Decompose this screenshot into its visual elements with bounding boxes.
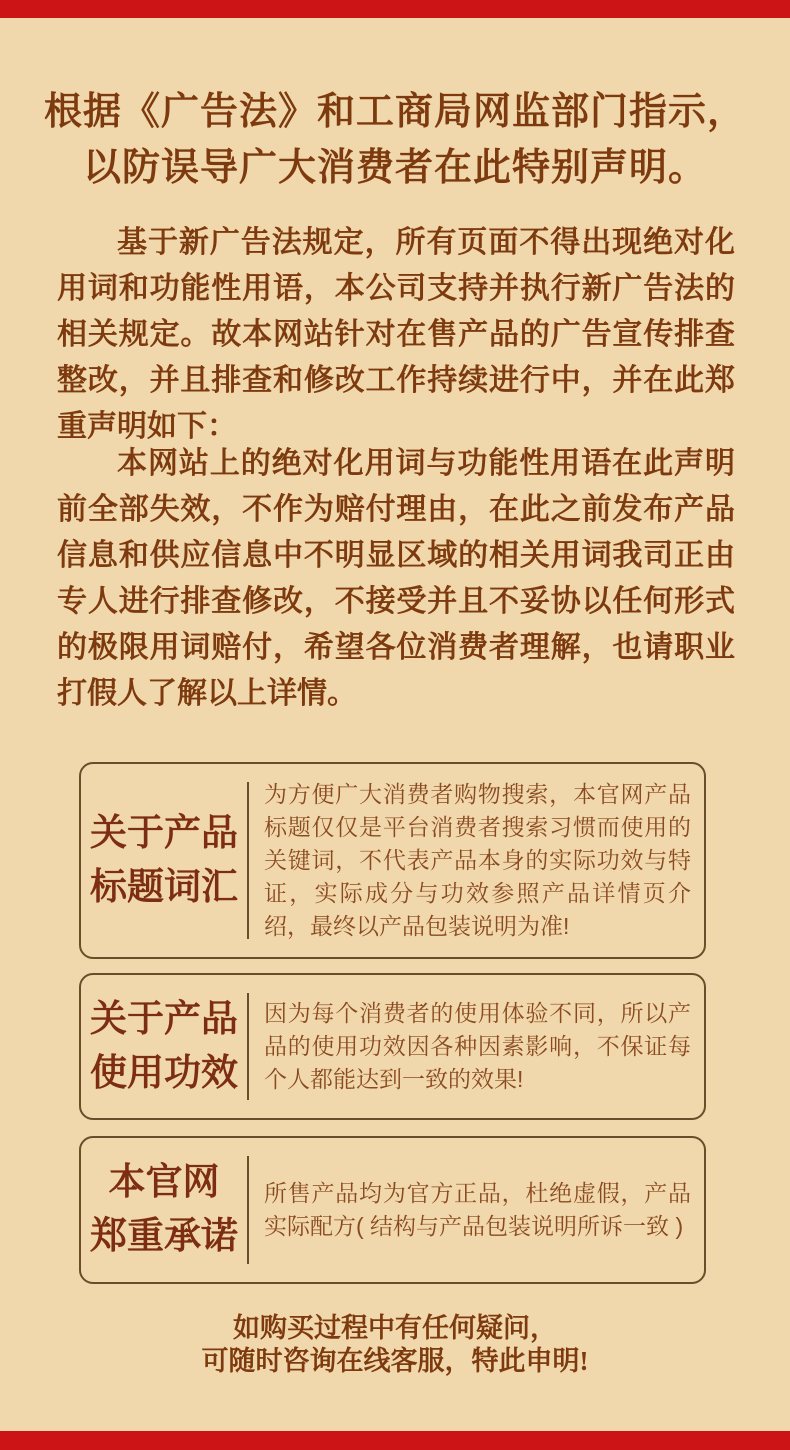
notice-box-official-promise (79, 1136, 706, 1284)
page-title (0, 84, 790, 196)
page-title-line2: 以防误导广大消费者在此特别声明。 (82, 147, 707, 189)
statement-paragraph-invalid-terms: 本网站上的绝对化用词与功能性用语在此声明前全部失效，不作为赔付理由，在此之前发布产品信息和供应信息中不明显区域的相关用词我司正由专人进行排查修改，不接受并且不妥协以任何形式的极限用词赔付，希望各位消费者理解，也请职业打假人了解以上详情。 (57, 447, 735, 710)
bottom-red-band (0, 1431, 790, 1450)
notice-box-body (249, 764, 704, 957)
notice-box-body (249, 1138, 704, 1282)
notice-box-label (81, 975, 247, 1118)
notice-box-label-line2: 标题词汇 (90, 866, 238, 908)
notice-box-product-title (79, 762, 706, 959)
footer-note (0, 1312, 790, 1378)
statement-paragraph-regulation: 基于新广告法规定，所有页面不得出现绝对化用词和功能性用语，本公司支持并执行新广告法的相关规定。故本网站针对在售产品的广告宣传排查整改，并且排查和修改工作持续进行中，并在此郑重声明如下： (57, 226, 735, 443)
notice-box-label (81, 764, 247, 957)
notice-box-text: 因为每个消费者的使用体验不同，所以产品的使用功效因各种因素影响，不保证每个人都能达到一致的效果! (264, 1000, 691, 1092)
footer-note-line1: 如购买过程中有任何疑问， (233, 1313, 557, 1343)
notice-box-label-line1: 本官网 (108, 1162, 220, 1203)
notice-box-label-line2: 郑重承诺 (90, 1216, 238, 1257)
notice-box-label-line1: 关于产品 (90, 998, 238, 1040)
notice-box-body (249, 975, 704, 1118)
notice-box-product-effect (79, 973, 706, 1120)
notice-box-label-line2: 使用功效 (90, 1052, 238, 1094)
notice-box-text: 所售产品均为官方正品，杜绝虚假，产品实际配方( 结构与产品包装说明所诉一致 ) (264, 1180, 691, 1239)
notice-box-label (81, 1138, 247, 1282)
notice-box-label-line1: 关于产品 (90, 812, 238, 854)
top-red-band (0, 0, 790, 18)
page-title-line1: 根据《广告法》和工商局网监部门指示， (43, 91, 746, 133)
notice-box-text: 为方便广大消费者购物搜索，本官网产品标题仅仅是平台消费者搜索习惯而使用的关键词，不代表产品本身的实际功效与特证，实际成分与功效参照产品详情页介绍，最终以产品包装说明为准! (264, 781, 691, 939)
footer-note-line2: 可随时咨询在线客服，特此申明! (201, 1346, 589, 1376)
